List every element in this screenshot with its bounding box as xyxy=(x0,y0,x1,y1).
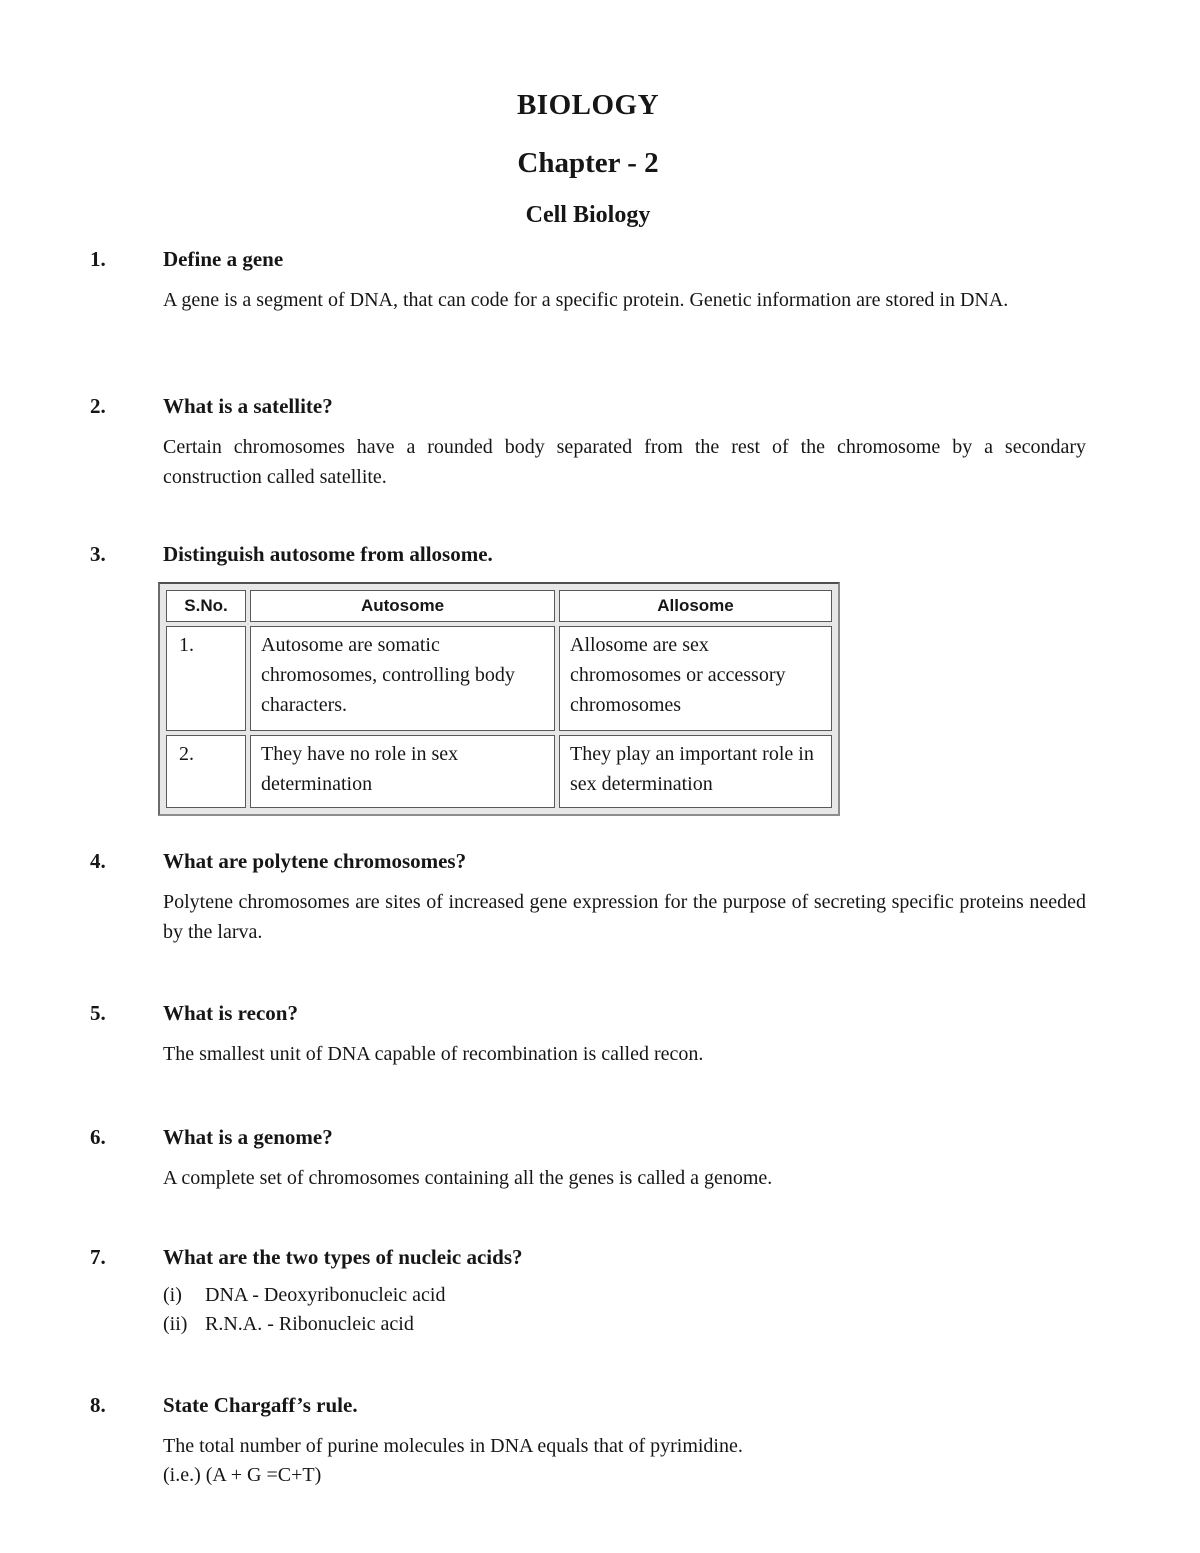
table-cell-autosome: They have no role in sex determination xyxy=(250,735,555,808)
question-block-1 xyxy=(90,246,1086,315)
question-heading: What are the two types of nucleic acids? xyxy=(163,1245,523,1269)
table-cell-allosome: They play an important role in sex determination xyxy=(559,735,832,808)
question-number: 7. xyxy=(90,1245,106,1269)
question-content xyxy=(163,1124,1086,1193)
answer-text: A gene is a segment of DNA, that can code for a specific protein. Genetic information are stored in DNA. xyxy=(163,289,1009,311)
question-heading: What is a genome? xyxy=(163,1125,333,1149)
question-block-5 xyxy=(90,1000,1086,1069)
question-block-2 xyxy=(90,393,1086,492)
table-header-row xyxy=(166,590,832,622)
list-marker: (ii) xyxy=(163,1313,188,1335)
table-cell-allosome: Allosome are sex chromosomes or accessory chromosomes xyxy=(559,626,832,731)
answer-text: Polytene chromosomes are sites of increased gene expression for the purpose of secreting specific proteins needed by the larva. xyxy=(163,891,1086,943)
question-heading: Define a gene xyxy=(163,247,284,271)
answer-list xyxy=(163,1281,1086,1339)
table-header-sno: S.No. xyxy=(166,590,246,622)
section-subtitle: Cell Biology xyxy=(525,202,651,228)
list-marker: (i) xyxy=(163,1284,182,1306)
question-heading: What is a satellite? xyxy=(163,394,333,418)
question-heading: What is recon? xyxy=(163,1001,298,1025)
answer-line: (i.e.) (A + G =C+T) xyxy=(163,1464,322,1486)
question-content xyxy=(163,393,1086,492)
doc-title: BIOLOGY xyxy=(516,89,660,121)
question-number: 4. xyxy=(90,849,106,873)
question-content xyxy=(163,848,1086,947)
comparison-table xyxy=(158,582,840,816)
table-header-allosome: Allosome xyxy=(559,590,832,622)
question-content xyxy=(163,1000,1086,1069)
answer-text: The smallest unit of DNA capable of recombination is called recon. xyxy=(163,1043,704,1065)
table-cell-autosome: Autosome are somatic chromosomes, controlling body characters. xyxy=(250,626,555,731)
answer-text: Certain chromosomes have a rounded body separated from the rest of the chromosome by a secondary construction called satellite. xyxy=(163,436,1086,488)
question-number: 3. xyxy=(90,542,106,566)
question-content xyxy=(163,541,1086,567)
question-block-6 xyxy=(90,1124,1086,1193)
table-header-autosome: Autosome xyxy=(250,590,555,622)
question-content xyxy=(163,1392,1086,1490)
list-item xyxy=(163,1310,1086,1339)
table-row xyxy=(166,626,832,731)
question-number: 8. xyxy=(90,1393,106,1417)
question-block-4 xyxy=(90,848,1086,947)
question-heading: Distinguish autosome from allosome. xyxy=(163,542,493,566)
question-number: 6. xyxy=(90,1125,106,1149)
question-heading: State Chargaff’s rule. xyxy=(163,1393,358,1417)
list-text: R.N.A. - Ribonucleic acid xyxy=(205,1313,414,1335)
list-item xyxy=(163,1281,1086,1310)
table-row xyxy=(166,735,832,808)
question-block-8 xyxy=(90,1392,1086,1490)
question-number: 1. xyxy=(90,247,106,271)
table-cell-sno: 2. xyxy=(166,735,246,808)
question-block-7 xyxy=(90,1244,1086,1339)
list-text: DNA - Deoxyribonucleic acid xyxy=(205,1284,446,1306)
answer-text xyxy=(163,1432,1086,1490)
answer-text: A complete set of chromosomes containing all the genes is called a genome. xyxy=(163,1167,773,1189)
question-number: 5. xyxy=(90,1001,106,1025)
chapter-title: Chapter - 2 xyxy=(517,147,659,179)
question-number: 2. xyxy=(90,394,106,418)
question-block-3 xyxy=(90,541,1086,567)
answer-line: The total number of purine molecules in DNA equals that of pyrimidine. xyxy=(163,1435,743,1457)
question-content xyxy=(163,246,1086,315)
question-heading: What are polytene chromosomes? xyxy=(163,849,467,873)
question-content xyxy=(163,1244,1086,1339)
table-cell-sno: 1. xyxy=(166,626,246,731)
